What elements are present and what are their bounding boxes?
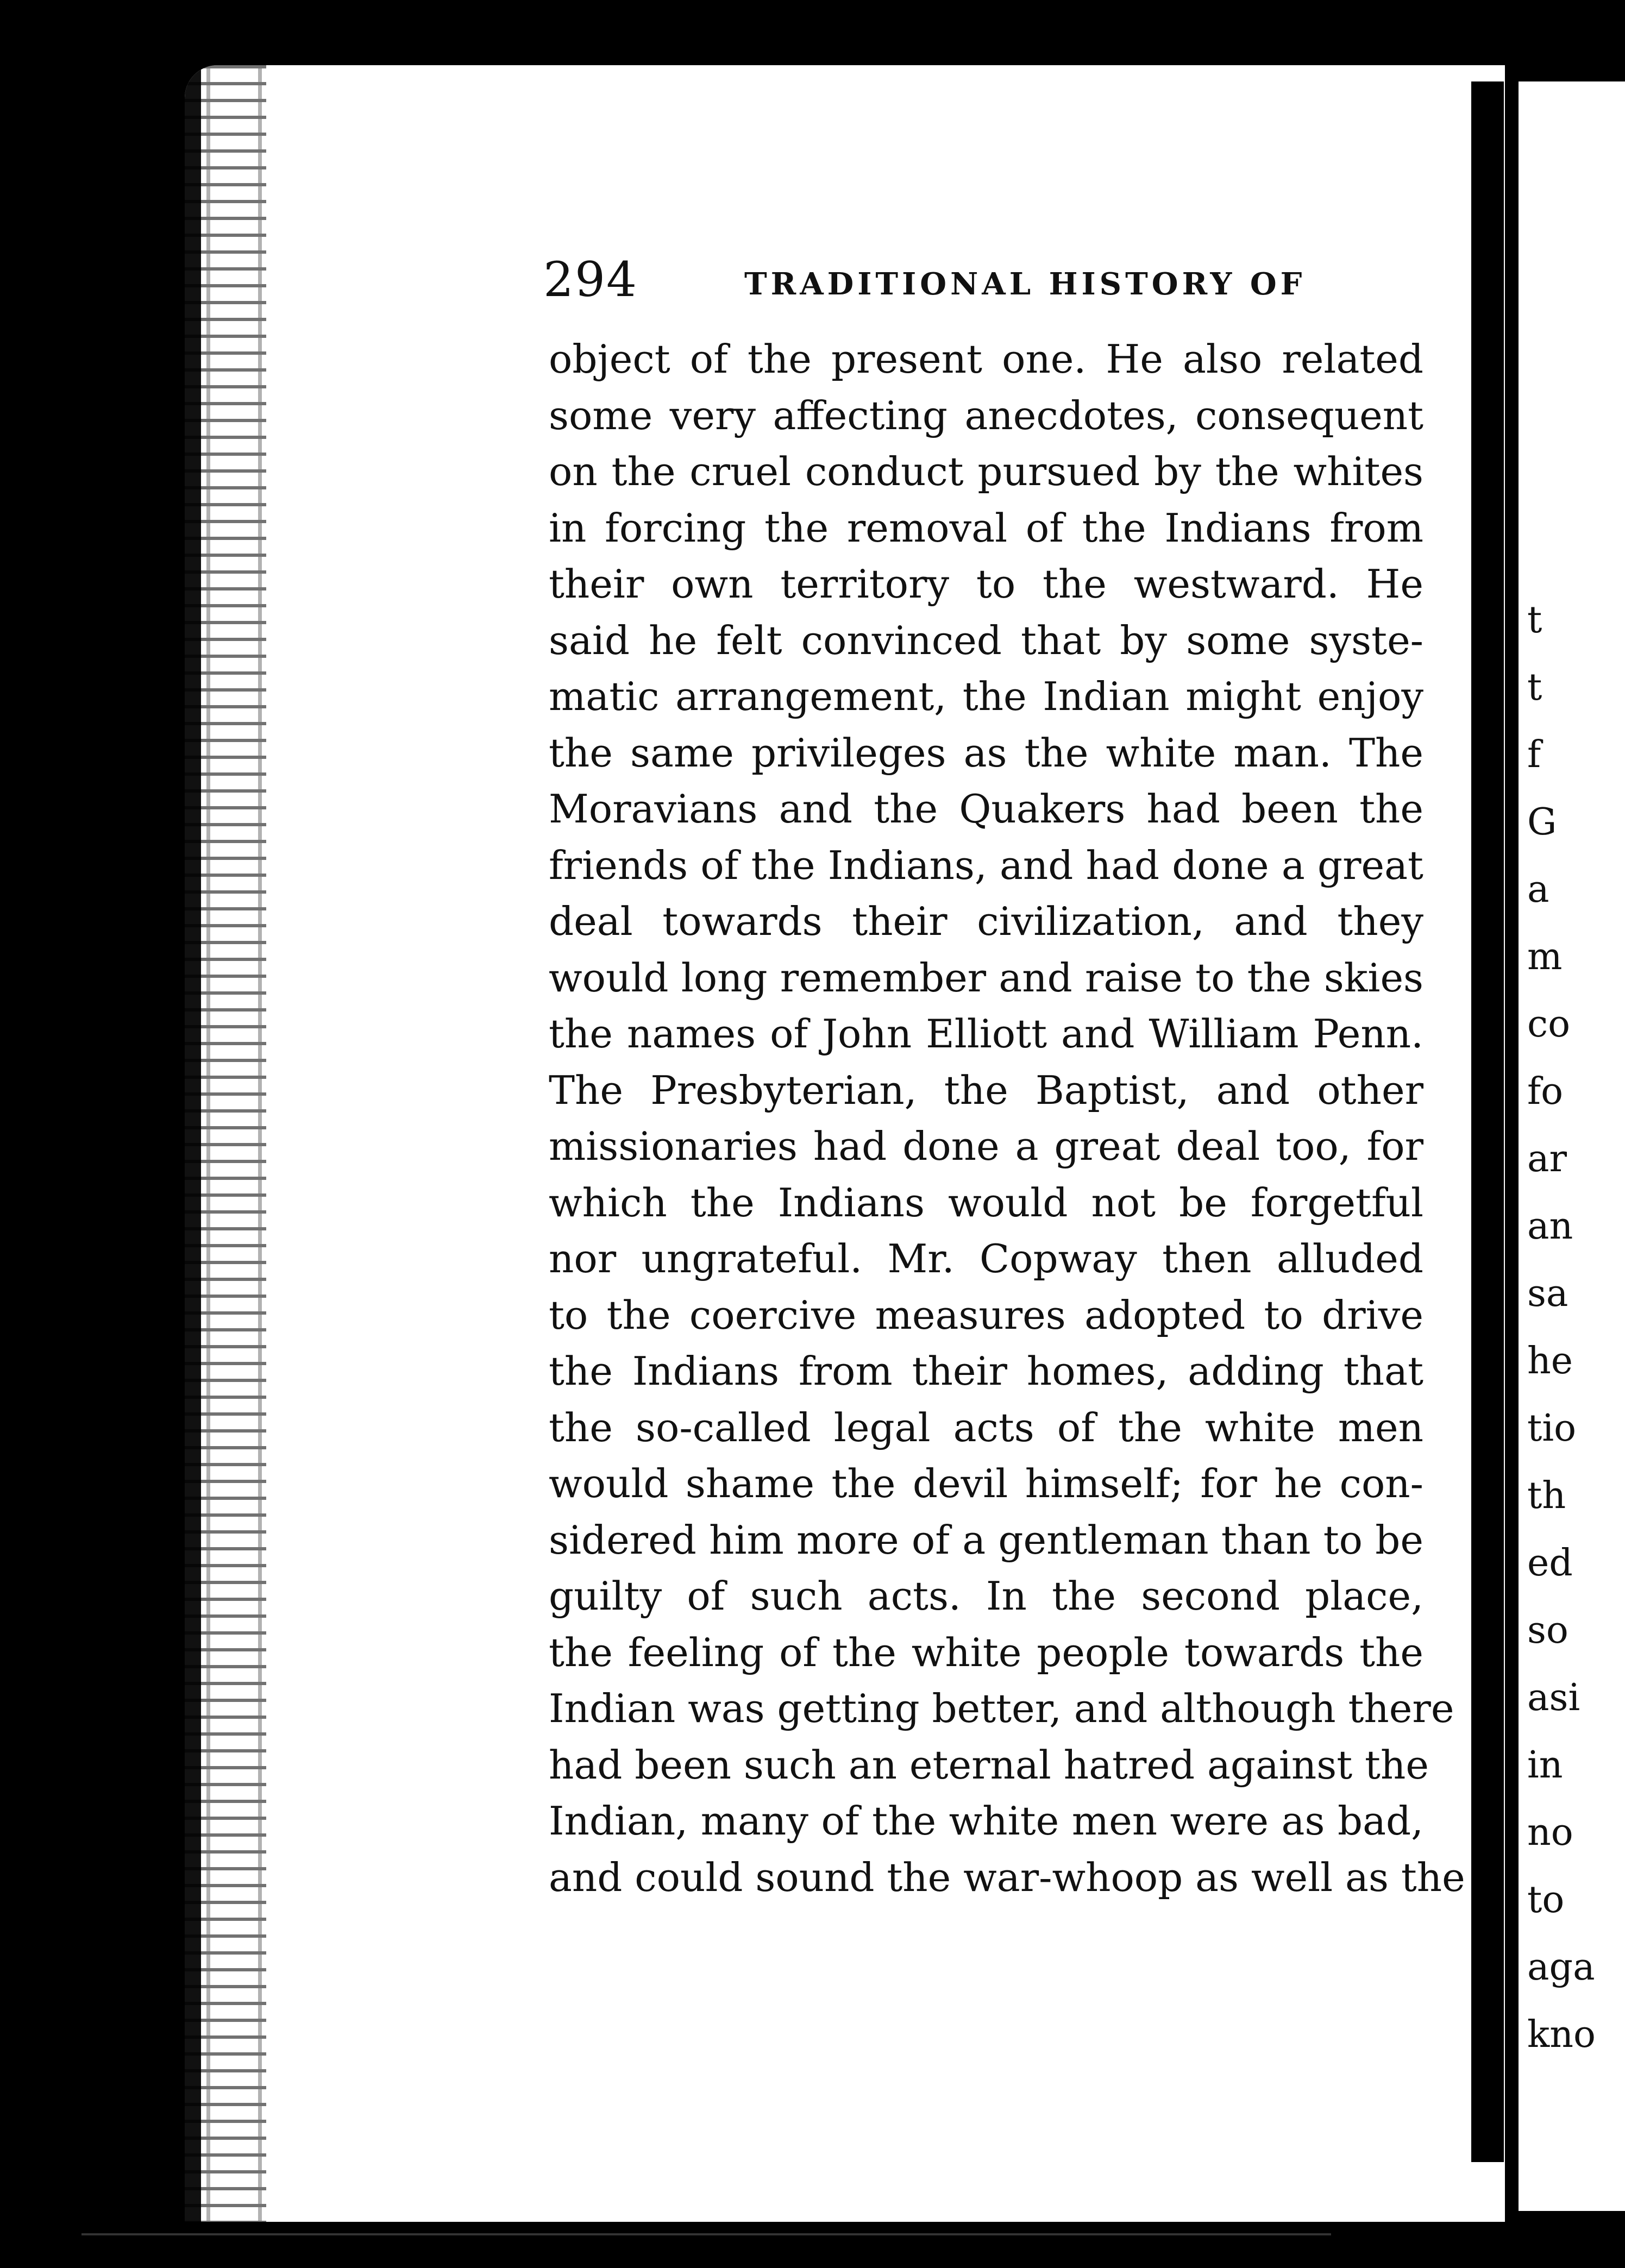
facing-page-fragment: co (1527, 1003, 1571, 1046)
text-line: some very affecting anecdotes, consequent (549, 392, 1423, 438)
facing-page-fragment: an (1527, 1205, 1573, 1248)
facing-page-fragment: in (1527, 1744, 1563, 1787)
text-line: on the cruel conduct pursued by the whites (549, 449, 1423, 494)
page-number: 294 (543, 252, 638, 307)
facing-page-fragment: he (1527, 1340, 1573, 1383)
text-line: had been such an eternal hatred against the (549, 1742, 1429, 1788)
text-line: the so-called legal acts of the white men (549, 1404, 1423, 1450)
page-edge-speckle (185, 65, 266, 2222)
text-line: the feeling of the white people towards the (549, 1629, 1423, 1675)
facing-page-fragment: ar (1527, 1138, 1567, 1180)
text-line: in forcing the removal of the Indians from (549, 505, 1423, 551)
text-line: nor ungrateful. Mr. Copway then alluded (549, 1236, 1423, 1281)
page-gutter (1471, 81, 1504, 2162)
text-line: The Presbyterian, the Baptist, and other (549, 1067, 1423, 1113)
facing-page-fragment: asi (1527, 1676, 1580, 1719)
text-line: object of the present one. He also related (549, 336, 1423, 382)
facing-page-fragment: m (1527, 935, 1563, 978)
text-line: would shame the devil himself; for he con- (549, 1461, 1423, 1506)
text-line: the names of John Elliott and William Penn. (549, 1011, 1423, 1057)
text-line: Indian, many of the white men were as bad, (549, 1798, 1423, 1844)
facing-page-fragment: aga (1527, 1946, 1595, 1989)
text-line: to the coercive measures adopted to drive (549, 1292, 1423, 1338)
text-line: matic arrangement, the Indian might enjoy (549, 674, 1423, 719)
body-text (549, 331, 1465, 1906)
facing-page-fragment: t (1527, 666, 1542, 709)
facing-page-fragment: t (1527, 599, 1542, 642)
facing-page-fragment: a (1527, 868, 1549, 911)
text-line: Moravians and the Quakers had been the (549, 786, 1423, 832)
text-line: the Indians from their homes, adding that (549, 1348, 1423, 1394)
text-line: which the Indians would not be forgetful (549, 1179, 1423, 1226)
text-line: missionaries had done a great deal too, for (549, 1123, 1423, 1169)
facing-page-fragment: G (1527, 801, 1557, 844)
facing-page-fragment: fo (1527, 1070, 1564, 1113)
page-bottom-edge (81, 2233, 1331, 2235)
text-line: guilty of such acts. In the second place, (549, 1573, 1423, 1619)
facing-page-fragment: to (1527, 1879, 1565, 1921)
facing-page-fragment: no (1527, 1811, 1573, 1854)
running-title: TRADITIONAL HISTORY OF (744, 266, 1306, 302)
text-line: Indian was getting better, and although there (549, 1686, 1454, 1731)
facing-page-fragment: so (1527, 1609, 1568, 1652)
text-line: the same privileges as the white man. The (549, 730, 1423, 776)
facing-page (1519, 81, 1625, 2211)
text-line: their own territory to the westward. He (549, 561, 1423, 607)
facing-page-fragment: ed (1527, 1542, 1573, 1585)
text-line: said he felt convinced that by some syste- (549, 617, 1423, 663)
facing-page-fragment: tio (1527, 1407, 1577, 1450)
text-line: sidered him more of a gentleman than to be (549, 1517, 1423, 1563)
facing-page-fragment: kno (1527, 2013, 1596, 2056)
facing-page-fragment: sa (1527, 1272, 1568, 1315)
text-line: deal towards their civilization, and they (549, 899, 1423, 944)
facing-page-fragment: th (1527, 1474, 1566, 1517)
text-line: would long remember and raise to the skies (549, 954, 1423, 1001)
text-line: friends of the Indians, and had done a great (549, 842, 1423, 888)
text-line: and could sound the war-whoop as well as the (549, 1854, 1465, 1900)
facing-page-fragment: f (1527, 733, 1541, 776)
